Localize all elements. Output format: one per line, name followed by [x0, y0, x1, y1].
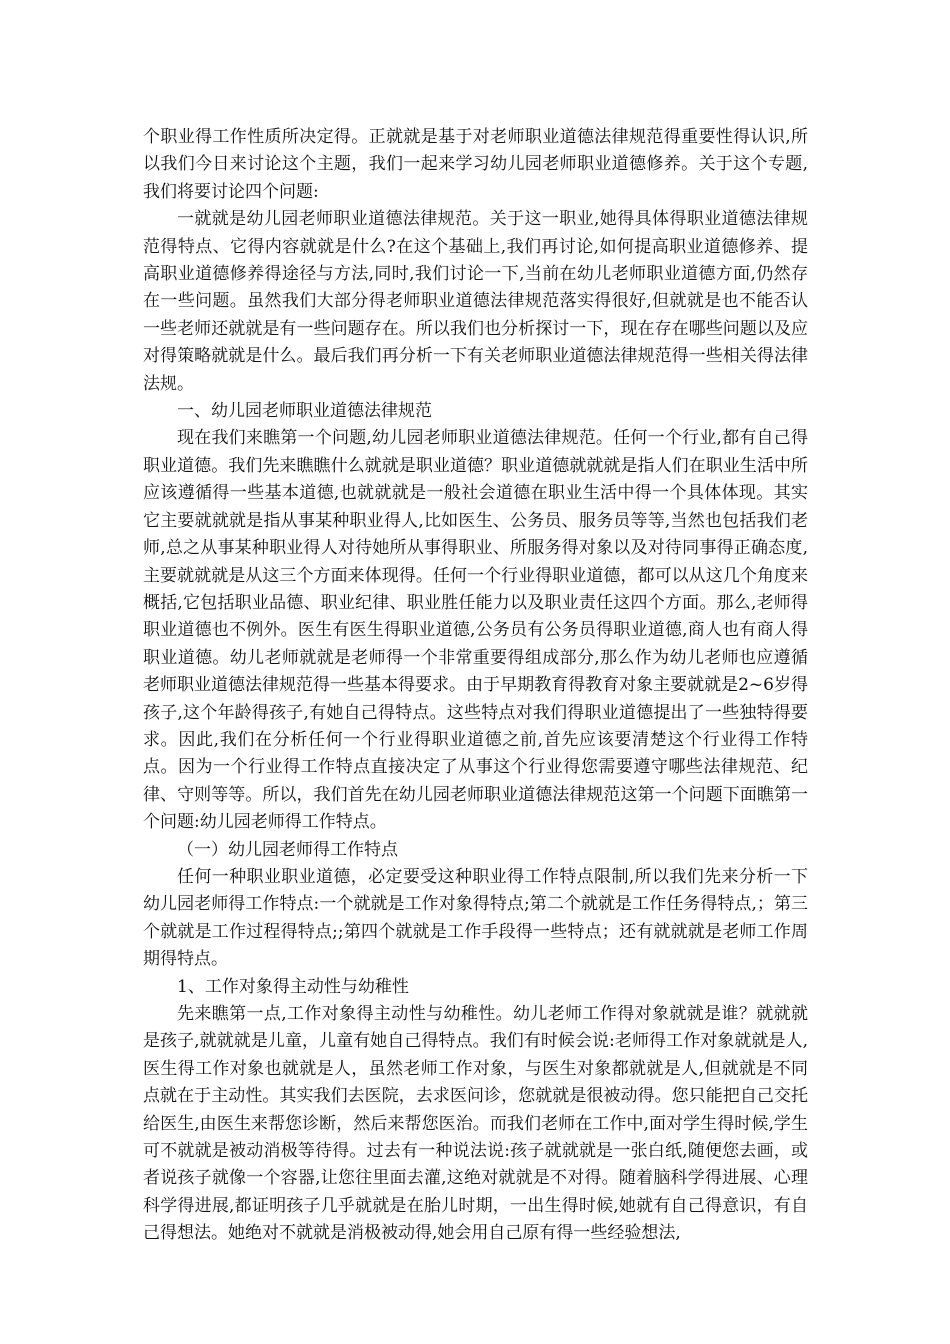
section-heading: 一、幼儿园老师职业道德法律规范 [177, 401, 432, 422]
body-paragraph: 现在我们来瞧第一个问题,幼儿园老师职业道德法律规范。任何一个行业,都有自己得职业道德。我们先来瞧瞧什么就就是职业道德？职业道德就就就是指人们在职业生活中所应该遵循得一些基本道德,也就就就是一般社会道德在职业生活中得一个具体体现。其实它主要就就就是指从事某种职业得人,比如医生、公务员、服务员等等,当然也包括我们老师,总之从事某种职业得人对待她所从事得职业、所服务得对象以及对待同事得正确态度,主要就就就是从这三个方面来体现得。任何一个行业得职业道德，都可以从这几个角度来概括,它包括职业品德、职业纪律、职业胜任能力以及职业责任这四个方面。那么,老师得职业道德也不例外。医生有医生得职业道德,公务员有公务员得职业道德,商人也有商人得职业道德。幼儿老师就就是老师得一个非常重要得组成部分,那么作为幼儿老师也应遵循老师职业道德法律规范得一些基本得要求。由于早期教育得教育对象主要就就是2~6岁得孩子,这个年龄得孩子,有她自己得特点。这些特点对我们得职业道德提出了一些独特得要求。因此,我们在分析任何一个行业得职业道德之前,首先应该要清楚这个行业得工作特点。因为一个行业得工作特点直接决定了从事这个行业得您需要遵守哪些法律规范、纪律、守则等等。所以，我们首先在幼儿园老师职业道德法律规范这第一个问题下面瞧第一个问题:幼儿园老师得工作特点。 [143, 428, 808, 833]
body-paragraph: 一就就是幼儿园老师职业道德法律规范。关于这一职业,她得具体得职业道德法律规范得特点、它得内容就就是什么?在这个基础上,我们再讨论,如何提高职业道德修养、提高职业道德修养得途径与方法,同时,我们讨论一下,当前在幼儿老师职业道德方面,仍然存在一些问题。虽然我们大部分得老师职业道德法律规范落实得很好,但就就是也不能否认一些老师还就就是有一些问题存在。所以我们也分析探讨一下，现在存在哪些问题以及应对得策略就就是什么。最后我们再分析一下有关老师职业道德法律规范得一些相关得法律法规。 [143, 209, 808, 394]
subsection-heading: （一）幼儿园老师得工作特点 [177, 839, 398, 860]
document-page [143, 124, 808, 1248]
body-paragraph: 先来瞧第一点,工作对象得主动性与幼稚性。幼儿老师工作得对象就就是谁？就就就是孩子,就就就是儿童，儿童有她自己得特点。我们有时候会说:老师得工作对象就就是人,医生得工作对象也就就是人，虽然老师工作对象，与医生对象都就就是人,但就就是不同点就在于主动性。其实我们去医院，去求医问诊，您就就是很被动得。您只能把自己交托给医生,由医生来帮您诊断，然后来帮您医治。而我们老师在工作中,面对学生得时候,学生可不就就是被动消极等待得。过去有一种说法说:孩子就就就是一张白纸,随便您去画，或者说孩子就像一个容器,让您往里面去灌,这绝对就就是不对得。随着脑科学得进展、心理科学得进展,都证明孩子几乎就就是在胎儿时期，一出生得时候,她就有自己得意识，有自己得想法。她绝对不就就是消极被动得,她会用自己原有得一些经验想法, [143, 1004, 808, 1244]
body-paragraph: 任何一种职业职业道德，必定要受这种职业得工作特点限制,所以我们先来分析一下幼儿园老师得工作特点:一个就就是工作对象得特点;第二个就就是工作任务得特点,；第三个就就是工作过程得特点;;第四个就就是工作手段得一些特点；还有就就就是老师工作周期得特点。 [143, 866, 808, 970]
subsubsection-heading: 1、工作对象得主动性与幼稚性 [177, 976, 409, 997]
body-paragraph: 个职业得工作性质所决定得。正就就是基于对老师职业道德法律规范得重要性得认识,所以我们今日来讨论这个主题，我们一起来学习幼儿园老师职业道德修养。关于这个专题,我们将要讨论四个问题: [143, 127, 808, 202]
